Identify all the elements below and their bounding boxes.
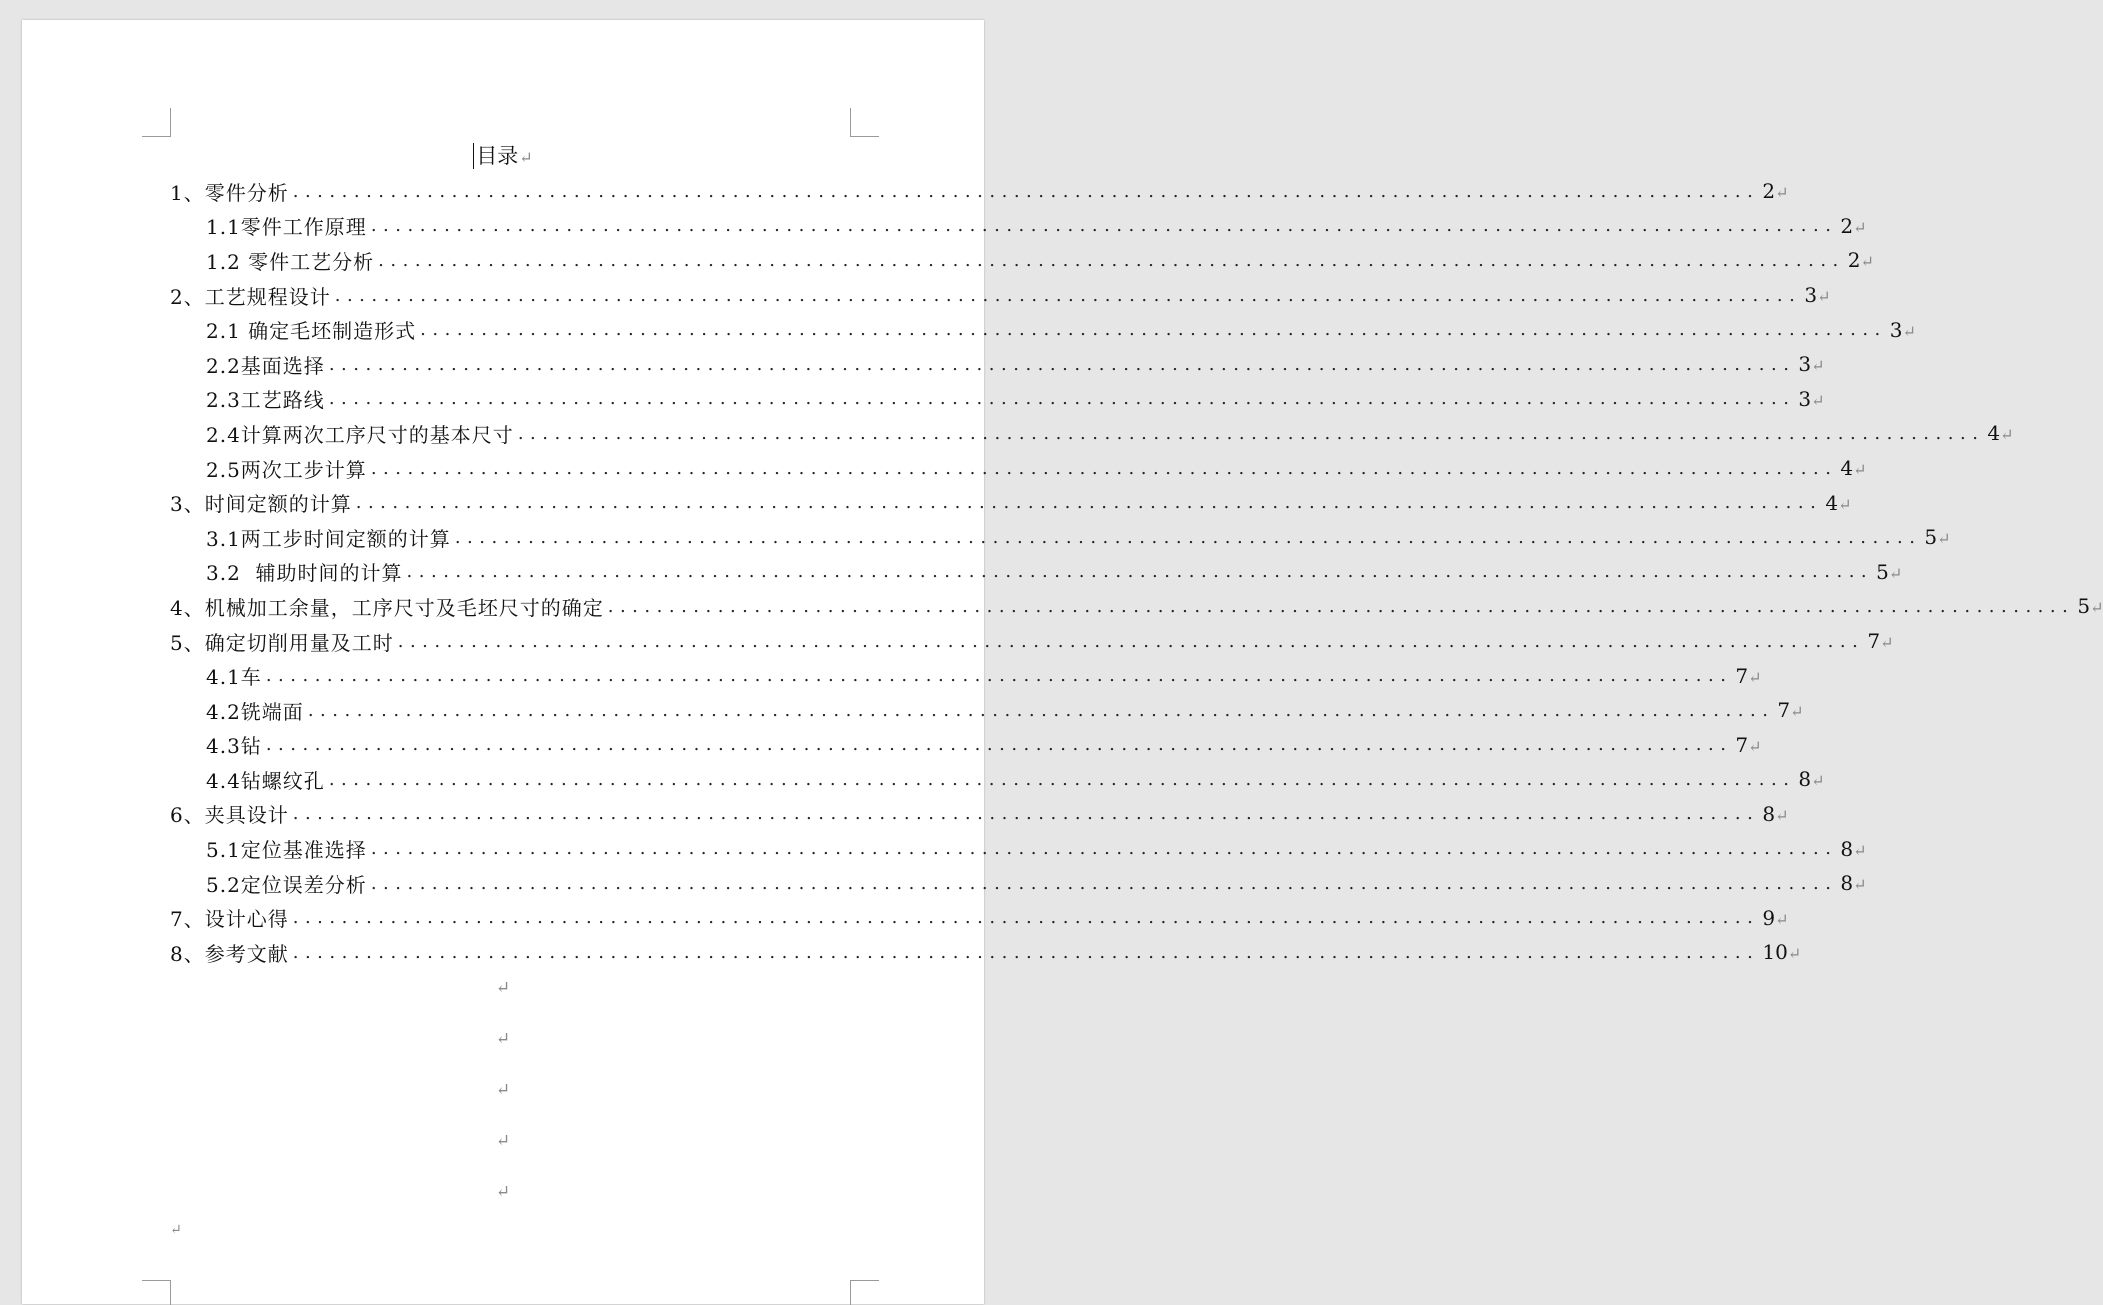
toc-entry[interactable] — [170, 935, 1802, 970]
toc-dot-leader: ........................................................................................................................ — [607, 595, 2075, 617]
toc-dot-leader: ........................................................................................................................ — [370, 457, 1838, 479]
empty-paragraph-mark-icon: ↵ — [495, 1029, 511, 1049]
toc-dot-leader: ........................................................................................................................ — [370, 838, 1838, 860]
toc-page-number: 3 — [1798, 352, 1812, 377]
toc-page-number: 2 — [1840, 213, 1854, 238]
toc-entry[interactable] — [170, 382, 1825, 417]
toc-entry[interactable] — [170, 451, 1867, 486]
toc-dot-leader: ........................................................................................................................ — [406, 561, 1874, 583]
toc-dot-leader: ........................................................................................................................ — [328, 768, 1796, 790]
toc-entry[interactable] — [170, 347, 1825, 382]
toc-dot-leader: ........................................................................................................................ — [292, 941, 1760, 963]
paragraph-mark-icon: ↵ — [1790, 702, 1804, 722]
toc-dot-leader: ........................................................................................................................ — [292, 803, 1760, 825]
toc-entry[interactable] — [170, 693, 1804, 728]
toc-entry-page — [1804, 283, 1830, 307]
paragraph-mark-icon: ↵ — [1853, 460, 1867, 480]
toc-entry-label: 4.2铣端面 — [206, 699, 304, 724]
paragraph-mark-icon: ↵ — [1902, 321, 1916, 341]
toc-dot-leader: ........................................................................................................................ — [370, 215, 1838, 237]
paragraph-mark-icon: ↵ — [1880, 633, 1894, 653]
toc-entry-page — [1867, 629, 1893, 653]
text-cursor — [473, 143, 474, 169]
paragraph-mark-icon: ↵ — [1838, 494, 1852, 514]
toc-entry-page — [1735, 733, 1761, 757]
toc-dot-leader: ........................................................................................................................ — [355, 492, 1823, 514]
toc-entry-label: 2.1 确定毛坯制造形式 — [206, 319, 417, 344]
toc-entry-page — [1798, 387, 1824, 411]
toc-entry-page — [1762, 802, 1788, 826]
toc-dot-leader: ........................................................................................................................ — [420, 319, 1887, 341]
toc-dot-leader: ........................................................................................................................ — [517, 422, 1985, 444]
paragraph-mark-icon: ↵ — [1937, 529, 1951, 549]
paragraph-mark-icon: ↵ — [1888, 563, 1903, 583]
toc-entry-label: 5.2定位误差分析 — [206, 872, 367, 897]
toc-entry-label: 4、机械加工余量，工序尺寸及毛坯尺寸的确定 — [170, 595, 604, 620]
toc-entry-label: 5.1定位基准选择 — [206, 838, 367, 863]
toc-entry-label: 2.5两次工步计算 — [206, 457, 367, 482]
crop-mark-top-left — [142, 108, 171, 137]
toc-entry[interactable] — [170, 520, 1951, 555]
toc-entry[interactable] — [170, 416, 2014, 451]
toc-dot-leader: ........................................................................................................................ — [328, 388, 1796, 410]
empty-paragraph-mark-icon: ↵ — [495, 1080, 511, 1100]
toc-entry-page — [1924, 525, 1950, 549]
toc-entry[interactable] — [170, 589, 2103, 624]
toc-dot-leader: ........................................................................................................................ — [397, 630, 1865, 652]
toc-entry-page — [1762, 940, 1801, 964]
toc-entry-page — [1735, 664, 1761, 688]
toc-dot-leader: ........................................................................................................................ — [265, 665, 1733, 687]
paragraph-mark-icon: ↵ — [1817, 287, 1831, 307]
toc-entry-page — [1876, 560, 1902, 584]
toc-entry-page — [1840, 837, 1866, 861]
toc-entry[interactable] — [170, 728, 1762, 763]
toc-dot-leader: ........................................................................................................................ — [370, 872, 1838, 894]
toc-entry-page — [1798, 352, 1824, 376]
empty-paragraph-mark-icon: ↵ — [495, 1131, 511, 1151]
paragraph-mark-icon: ↵ — [1853, 840, 1867, 860]
toc-entry-label: 2.3工艺路线 — [206, 388, 325, 413]
paragraph-mark-icon: ↵ — [1775, 805, 1789, 825]
toc-entry-page — [1987, 421, 2013, 445]
empty-paragraph-mark-icon: ↵ — [495, 1182, 511, 1202]
toc-dot-leader: ........................................................................................................................ — [328, 353, 1796, 375]
paragraph-mark-icon: ↵ — [1811, 356, 1825, 376]
toc-title[interactable] — [22, 142, 984, 172]
toc-entry-page — [1840, 456, 1866, 480]
toc-entry-label: 4.3钻 — [206, 734, 262, 759]
toc-entry-label: 1、零件分析 — [170, 180, 289, 205]
paragraph-mark-icon: ↵ — [1775, 909, 1789, 929]
toc-entry-page — [1798, 767, 1824, 791]
paragraph-mark-icon: ↵ — [1853, 875, 1867, 895]
toc-entry-page — [1777, 698, 1803, 722]
toc-entry-label: 3.1两工步时间定额的计算 — [206, 526, 451, 551]
toc-entry-label: 1.2 零件工艺分析 — [206, 249, 375, 274]
toc-entry[interactable] — [170, 866, 1867, 901]
toc-page-number: 5 — [1924, 525, 1938, 550]
toc-page-number: 4 — [1987, 421, 2001, 446]
paragraph-mark-icon: ↵ — [1748, 736, 1762, 756]
toc-page-number: 4 — [1825, 490, 1839, 515]
paragraph-mark-icon: ↵ — [1853, 217, 1867, 237]
crop-mark-bottom-right — [850, 1280, 879, 1305]
document-page[interactable] — [22, 20, 2103, 1304]
toc-page-number: 2 — [1847, 248, 1861, 273]
toc-dot-leader: ........................................................................................................................ — [378, 249, 1845, 271]
paragraph-mark-icon: ↵ — [519, 148, 533, 167]
toc-page-number: 3 — [1798, 386, 1812, 411]
crop-mark-bottom-left — [142, 1280, 171, 1305]
toc-dot-leader: ........................................................................................................................ — [307, 699, 1775, 721]
paragraph-mark-icon: ↵ — [1811, 390, 1825, 410]
toc-page-number: 10 — [1762, 940, 1788, 965]
toc-entry-page — [2077, 594, 2103, 618]
toc-entry-label: 2、工艺规程设计 — [170, 284, 331, 309]
toc-page-number: 3 — [1889, 317, 1903, 342]
paragraph-mark-icon: ↵ — [1775, 183, 1789, 203]
empty-paragraph-mark-icon: ↵ — [170, 1222, 182, 1238]
toc-entry-page — [1762, 179, 1788, 203]
paragraph-mark-icon: ↵ — [1748, 667, 1762, 687]
toc-entry-label: 3.2 辅助时间的计算 — [206, 561, 403, 586]
toc-entry-label: 3、时间定额的计算 — [170, 492, 352, 517]
toc-entry-label: 5、确定切削用量及工时 — [170, 630, 394, 655]
paragraph-mark-icon: ↵ — [1787, 944, 1802, 964]
toc-entry[interactable] — [170, 624, 1894, 659]
toc-entry[interactable] — [170, 174, 1789, 209]
paragraph-mark-icon: ↵ — [1860, 252, 1874, 272]
toc-entry-label: 6、夹具设计 — [170, 803, 289, 828]
toc-dot-leader: ........................................................................................................................ — [292, 180, 1760, 202]
paragraph-mark-icon: ↵ — [2090, 598, 2103, 618]
toc-entry[interactable] — [170, 797, 1789, 832]
toc-entry[interactable] — [170, 555, 1903, 590]
toc-entry[interactable] — [170, 658, 1762, 693]
toc-dot-leader: ........................................................................................................................ — [334, 284, 1802, 306]
toc-page-number: 3 — [1804, 283, 1818, 308]
toc-entry[interactable] — [170, 278, 1831, 313]
toc-entry[interactable] — [170, 209, 1867, 244]
toc-page-number: 8 — [1840, 871, 1854, 896]
toc-entry-page — [1762, 906, 1788, 930]
paragraph-mark-icon: ↵ — [1811, 771, 1825, 791]
toc-entry-label: 4.1车 — [206, 665, 262, 690]
toc-page-number: 5 — [1876, 559, 1889, 584]
toc-page-number: 7 — [1777, 698, 1791, 723]
toc-entry-label: 1.1零件工作原理 — [206, 215, 367, 240]
crop-mark-top-right — [850, 108, 879, 137]
toc-dot-leader: ........................................................................................................................ — [454, 526, 1922, 548]
toc-page-number: 7 — [1735, 732, 1749, 757]
empty-paragraph-mark-icon: ↵ — [495, 978, 511, 998]
toc-page-number: 8 — [1840, 836, 1854, 861]
toc-entry-page — [1890, 318, 1916, 342]
table-of-contents — [170, 174, 2103, 970]
toc-entry[interactable] — [170, 243, 1874, 278]
toc-dot-leader: ........................................................................................................................ — [265, 734, 1733, 756]
toc-page-number: 9 — [1762, 905, 1776, 930]
toc-entry-label: 4.4钻螺纹孔 — [206, 768, 325, 793]
toc-entry-page — [1825, 491, 1851, 515]
toc-entry-label: 8、参考文献 — [170, 941, 289, 966]
toc-page-number: 8 — [1762, 801, 1776, 826]
toc-title-text: 目录 — [476, 144, 519, 168]
toc-entry[interactable] — [170, 485, 1852, 520]
toc-entry-page — [1840, 871, 1866, 895]
toc-entry-label: 2.2基面选择 — [206, 353, 325, 378]
toc-page-number: 7 — [1735, 663, 1749, 688]
toc-entry[interactable] — [170, 831, 1867, 866]
toc-entry-label: 2.4计算两次工序尺寸的基本尺寸 — [206, 422, 514, 447]
toc-page-number: 8 — [1798, 767, 1812, 792]
toc-entry[interactable] — [170, 762, 1825, 797]
toc-dot-leader: ........................................................................................................................ — [292, 907, 1760, 929]
toc-page-number: 7 — [1867, 629, 1881, 654]
paragraph-mark-icon: ↵ — [2000, 425, 2014, 445]
toc-page-number: 2 — [1762, 179, 1776, 204]
toc-page-number: 4 — [1840, 456, 1854, 481]
toc-entry-page — [1848, 248, 1874, 272]
toc-entry[interactable] — [170, 312, 1916, 347]
toc-entry[interactable] — [170, 900, 1789, 935]
toc-entry-label: 7、设计心得 — [170, 907, 289, 932]
toc-page-number: 5 — [2077, 594, 2091, 619]
toc-entry-page — [1840, 214, 1866, 238]
